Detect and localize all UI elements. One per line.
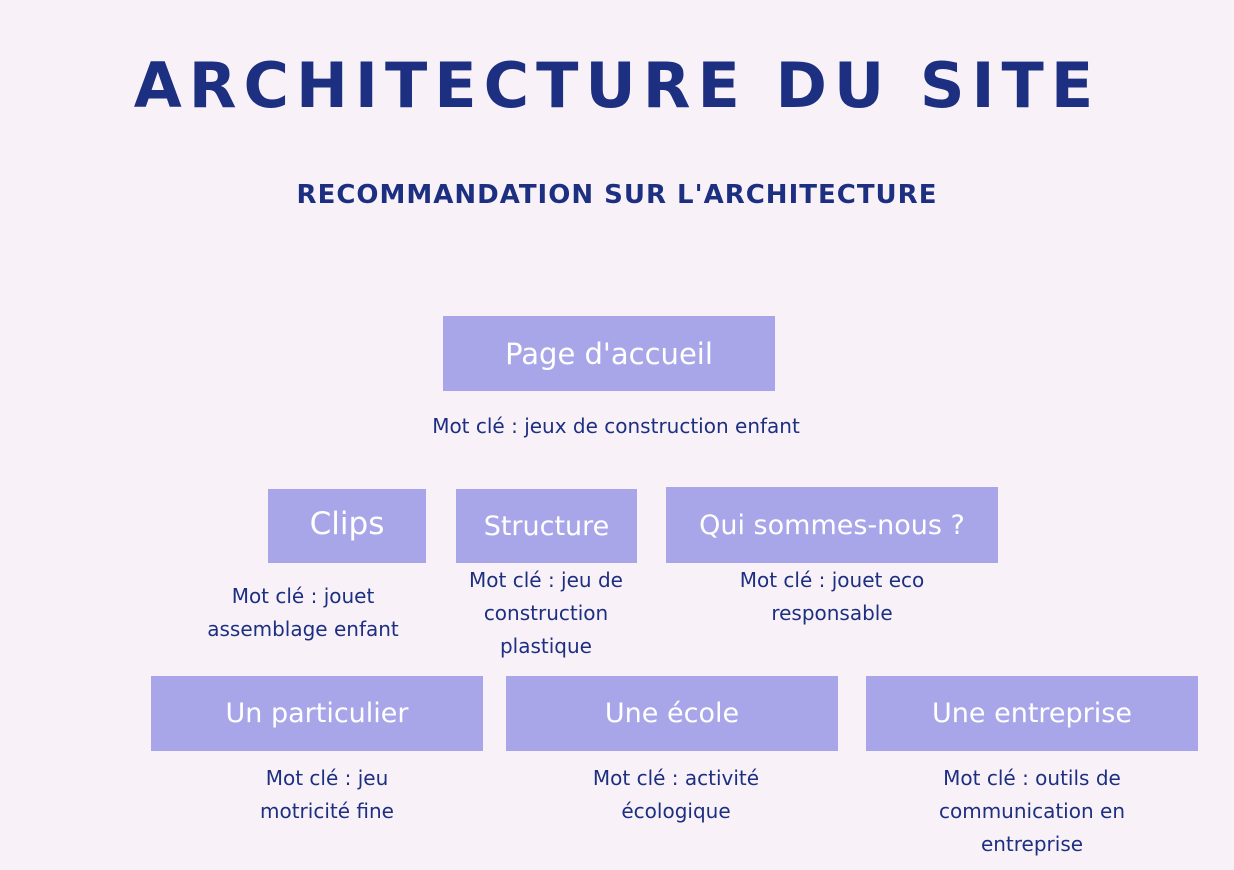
node-company (866, 676, 1198, 751)
node-school-label: Une école (604, 698, 740, 729)
keyword-line: plastique (499, 634, 592, 658)
keyword-line: responsable (771, 601, 893, 625)
node-clips (268, 489, 426, 563)
node-about-keyword (702, 564, 962, 630)
keyword-line: Mot clé : jouet eco (739, 568, 925, 592)
node-individual-keyword (207, 762, 447, 828)
node-home-label: Page d'accueil (505, 336, 713, 371)
keyword-line: Mot clé : outils de (943, 766, 1121, 790)
node-individual-label: Un particulier (225, 698, 409, 729)
keyword-line: Mot clé : jeu (265, 766, 389, 790)
page-subtitle: RECOMMANDATION SUR L'ARCHITECTURE (296, 180, 938, 210)
node-company-label: Une entreprise (932, 698, 1132, 729)
node-school (506, 676, 838, 751)
keyword-line: Mot clé : activité (592, 766, 760, 790)
node-about (666, 487, 998, 563)
node-about-label: Qui sommes-nous ? (699, 509, 965, 541)
node-school-keyword (556, 762, 796, 828)
keyword-line: écologique (621, 799, 731, 823)
node-clips-keyword (178, 580, 428, 646)
node-structure (456, 489, 637, 563)
node-individual (151, 676, 483, 751)
keyword-line: assemblage enfant (207, 617, 399, 641)
node-structure-label: Structure (483, 510, 610, 542)
keyword-line: Mot clé : jeux de construction enfant (432, 414, 800, 438)
node-company-keyword (897, 762, 1167, 861)
keyword-line: construction (483, 601, 609, 625)
node-home (443, 316, 775, 391)
keyword-line: Mot clé : jouet (231, 584, 375, 608)
keyword-line: motricité fine (260, 799, 394, 823)
keyword-line: Mot clé : jeu de (469, 568, 623, 592)
node-home-keyword (366, 410, 866, 443)
keyword-line: entreprise (980, 832, 1084, 856)
node-clips-label: Clips (309, 506, 385, 542)
keyword-line: communication en (938, 799, 1125, 823)
page-title: ARCHITECTURE DU SITE (133, 49, 1101, 122)
node-structure-keyword (436, 564, 656, 663)
